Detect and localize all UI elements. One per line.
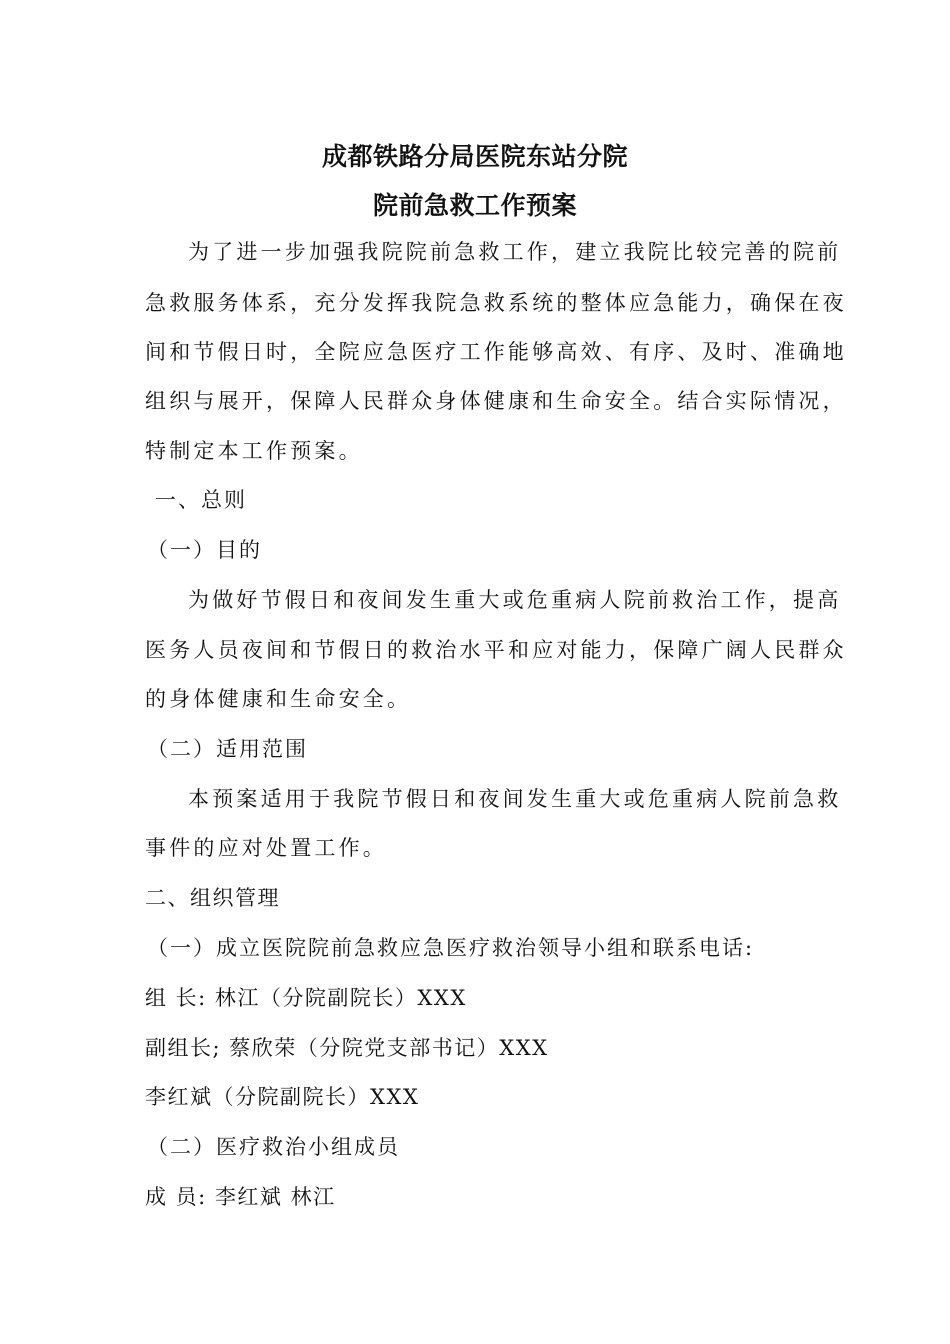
section2-heading: 二、组织管理	[145, 886, 280, 910]
intro-line-5: 特制定本工作预案。	[145, 439, 363, 463]
org-subsection1-heading: （一）成立医院院前急救应急医疗救治领导小组和联系电话:	[147, 936, 755, 960]
intro-line-1: 为了进一步加强我院院前急救工作，建立我院比较完善的院前	[188, 240, 842, 264]
intro-line-4: 组织与展开，保障人民群众身体健康和生命安全。结合实际情况，	[145, 389, 847, 413]
members-line: 成 员: 李红斌 林江	[145, 1185, 336, 1209]
deputy-line-1: 副组长; 蔡欣荣（分院党支部书记）XXX	[145, 1036, 549, 1060]
intro-line-3: 间和节假日时，全院应急医疗工作能够高效、有序、及时、准确地	[145, 340, 847, 364]
subsection1-heading: （一）目的	[147, 538, 262, 562]
document-title-line1: 成都铁路分局医院东站分院	[321, 142, 628, 171]
sub1-text-line-3: 的身体健康和生命安全。	[145, 687, 412, 711]
sub2-text-line-2: 事件的应对处置工作。	[145, 836, 387, 860]
leader-line: 组 长: 林江（分院副院长）XXX	[145, 986, 467, 1010]
section1-heading: 一、总则	[155, 488, 247, 512]
sub1-text-line-1: 为做好节假日和夜间发生重大或危重病人院前救治工作，提高	[188, 588, 842, 612]
subsection2-heading: （二）适用范围	[147, 737, 308, 761]
document-title-line2: 院前急救工作预案	[372, 191, 577, 220]
sub2-text-line-1: 本预案适用于我院节假日和夜间发生重大或危重病人院前急救	[188, 787, 842, 811]
intro-line-2: 急救服务体系，充分发挥我院急救系统的整体应急能力，确保在夜	[145, 291, 847, 315]
deputy-line-2: 李红斌（分院副院长）XXX	[145, 1085, 420, 1109]
sub1-text-line-2: 医务人员夜间和节假日的救治水平和应对能力，保障广阔人民群众	[145, 638, 847, 662]
org-subsection2-heading: （二）医疗救治小组成员	[147, 1135, 400, 1159]
